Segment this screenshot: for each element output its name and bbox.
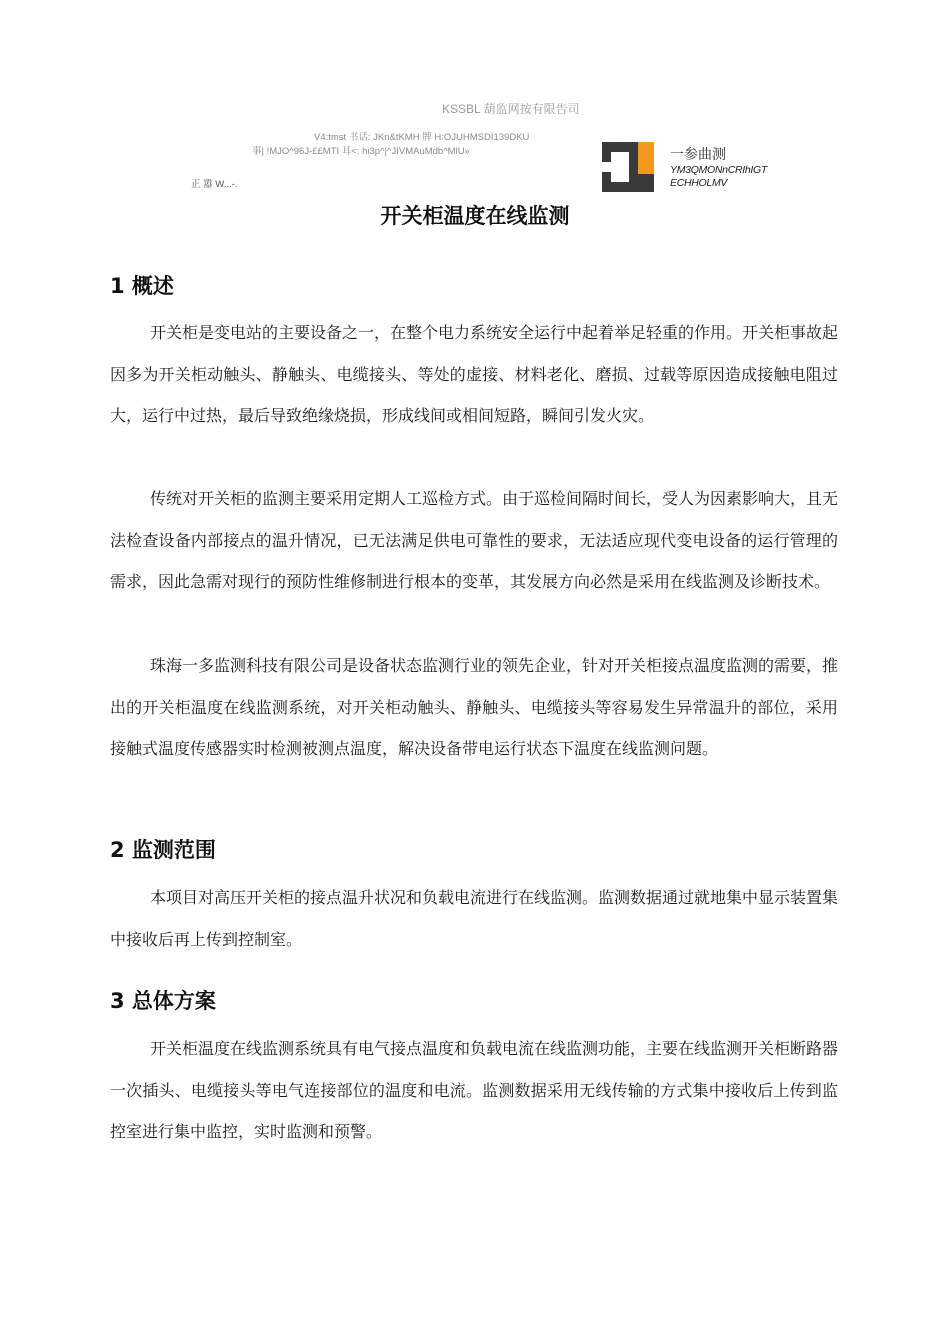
paragraph: 珠海一多监测科技有限公司是设备状态监测行业的领先企业，针对开关柜接点温度监测的需要，推出的开关柜温度在线监测系统，对开关柜动触头、静触头、电缆接头等容易发生异常温升的部位，采用接触式温度传感器实时检测被测点温度，解决设备带电运行状态下温度在线监测问题。 xyxy=(110,656,839,758)
document-title: 开关柜温度在线监测 xyxy=(380,204,570,228)
header-contact-line-3: 正 嚣 W...-. xyxy=(191,179,238,190)
paragraph: 传统对开关柜的监测主要采用定期人工巡检方式。由于巡检间隔时间长，受人为因素影响大，且无法检查设备内部接点的温升情况，已无法满足供电可靠性的要求，无法适应现代变电设备的运行管理的需求，因此急需对现行的预防性维修制进行根本的变革，其发展方向必然是采用在线监测及诊断技术。 xyxy=(110,489,839,591)
company-logo-icon xyxy=(602,142,654,192)
company-logo-text xyxy=(670,146,780,190)
paragraph: 开关柜温度在线监测系统具有电气接点温度和负载电流在线监测功能，主要在线监测开关柜断路器一次插头、电缆接头等电气连接部位的温度和电流。监测数据采用无线传输的方式集中接收后上传到监控室进行集中监控，实时监测和预警。 xyxy=(110,1039,839,1141)
header-contact-line-2: 事| !MJO^96J-££MTI 耳<: hi3p^|^JIVMAuMdb^MlU» xyxy=(252,146,470,157)
logo-en-name: YM3QMONnCRIhIGT ECHHOLMV xyxy=(670,164,768,189)
section-heading-solution: 3 总体方案 xyxy=(110,989,216,1013)
logo-cn-name: 一参曲测 xyxy=(670,147,726,163)
paragraph: 本项目对高压开关柜的接点温升状况和负载电流进行在线监测。监测数据通过就地集中显示装置集中接收后再上传到控制室。 xyxy=(110,888,839,949)
header-company-line: KSSBL 葫监网按有限告司 xyxy=(442,102,580,116)
section-heading-overview: 1 概述 xyxy=(110,274,174,298)
header-contact-line-1: V4:tmst 书话: JKn&tKMH 牌 H:OJUHMSDI139DKU xyxy=(314,132,530,143)
paragraph: 开关柜是变电站的主要设备之一，在整个电力系统安全运行中起着举足轻重的作用。开关柜事故起因多为开关柜动触头、静触头、电缆接头、等处的虚接、材料老化、磨损、过载等原因造成接触电阻过大，运行中过热，最后导致绝缘烧损，形成线间或相间短路，瞬间引发火灾。 xyxy=(110,323,839,425)
section-heading-scope: 2 监测范围 xyxy=(110,838,216,862)
